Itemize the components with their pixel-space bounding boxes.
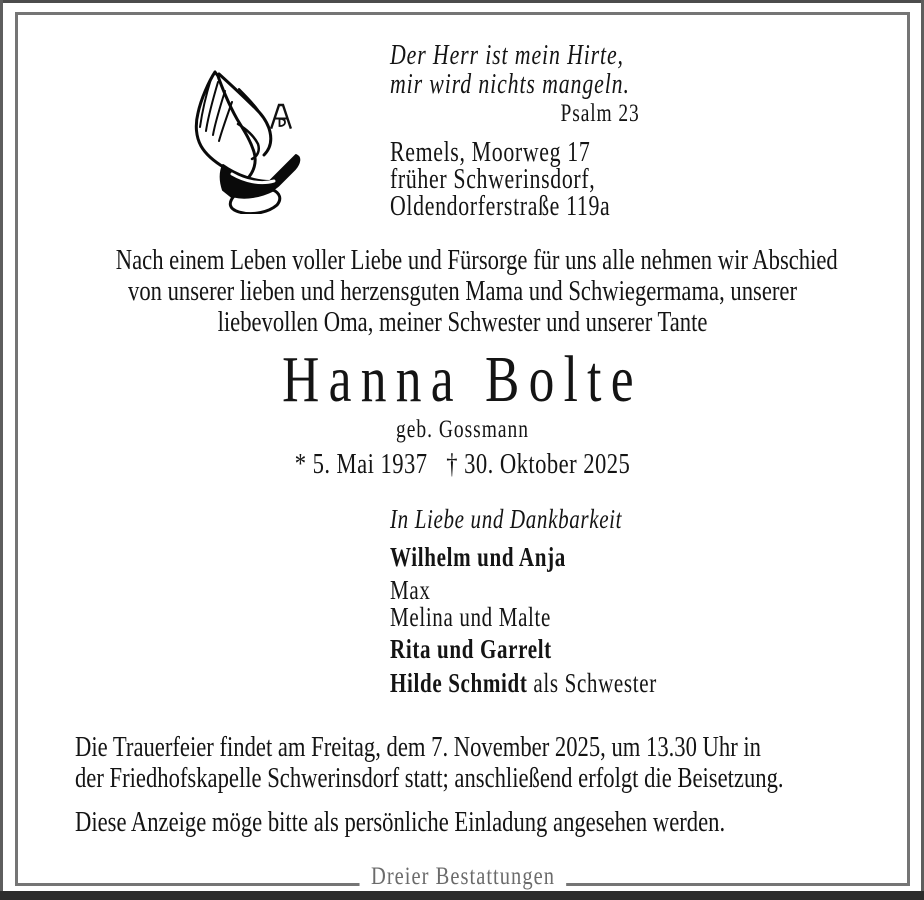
address-line: früher Schwerinsdorf, [390,164,596,195]
bottom-divider-band [0,891,924,900]
funeral-info-line: Die Trauerfeier findet am Freitag, dem 7. November 2025, um 13.30 Uhr in [75,731,761,763]
intro-line: von unserer lieben und herzensguten Mama und Schwiegermama, unserer [128,275,797,307]
intro-line: liebevollen Oma, meiner Schwester und unserer Tante [217,306,708,338]
psalm-quote-line: Der Herr ist mein Hirte, [390,40,624,71]
outer-frame-top [0,0,924,3]
mourner-name: Wilhelm und Anja [390,542,566,572]
mourner-name: Rita und Garrelt [390,634,552,664]
outer-frame-left [0,0,3,900]
birth-date: * 5. Mai 1937 [294,448,428,480]
obituary-card [15,12,910,890]
death-date: † 30. Oktober 2025 [446,448,631,480]
funeral-info [75,732,784,794]
address-line: Oldendorferstraße 119a [390,191,611,222]
deceased-block [116,345,809,479]
mourner-name: Melina und Malte [390,602,552,632]
mourner-suffix: als Schwester [527,668,657,698]
duerer-ad-monogram-icon [270,103,292,129]
praying-hands-icon [190,69,305,214]
mourners-list [390,544,657,697]
maiden-name: geb. Gossmann [396,416,529,443]
invitation-note: Diese Anzeige möge bitte als persönliche Einladung angesehen werden. [75,806,726,838]
mourner-row [390,670,657,697]
psalm-quote [390,41,640,127]
life-dates [116,449,809,479]
address-block [390,139,610,220]
funeral-home-name: Dreier Bestattungen [359,863,566,890]
deceased-name: Hanna Bolte [282,343,643,416]
funeral-info-line: der Friedhofskapelle Schwerinsdorf statt; anschließend erfolgt die Beisetzung. [75,762,784,794]
mourner-name: Hilde Schmidt [390,668,528,698]
closing-phrase: In Liebe und Dankbarkeit [390,504,623,534]
mourner-name: Max [390,575,431,605]
intro-paragraph [115,244,838,338]
address-line: Remels, Moorweg 17 [390,137,591,168]
psalm-source: Psalm 23 [560,100,640,127]
intro-line: Nach einem Leben voller Liebe und Fürsorge für uns alle nehmen wir Abschied [115,244,838,276]
psalm-quote-line: mir wird nichts mangeln. [390,69,630,100]
